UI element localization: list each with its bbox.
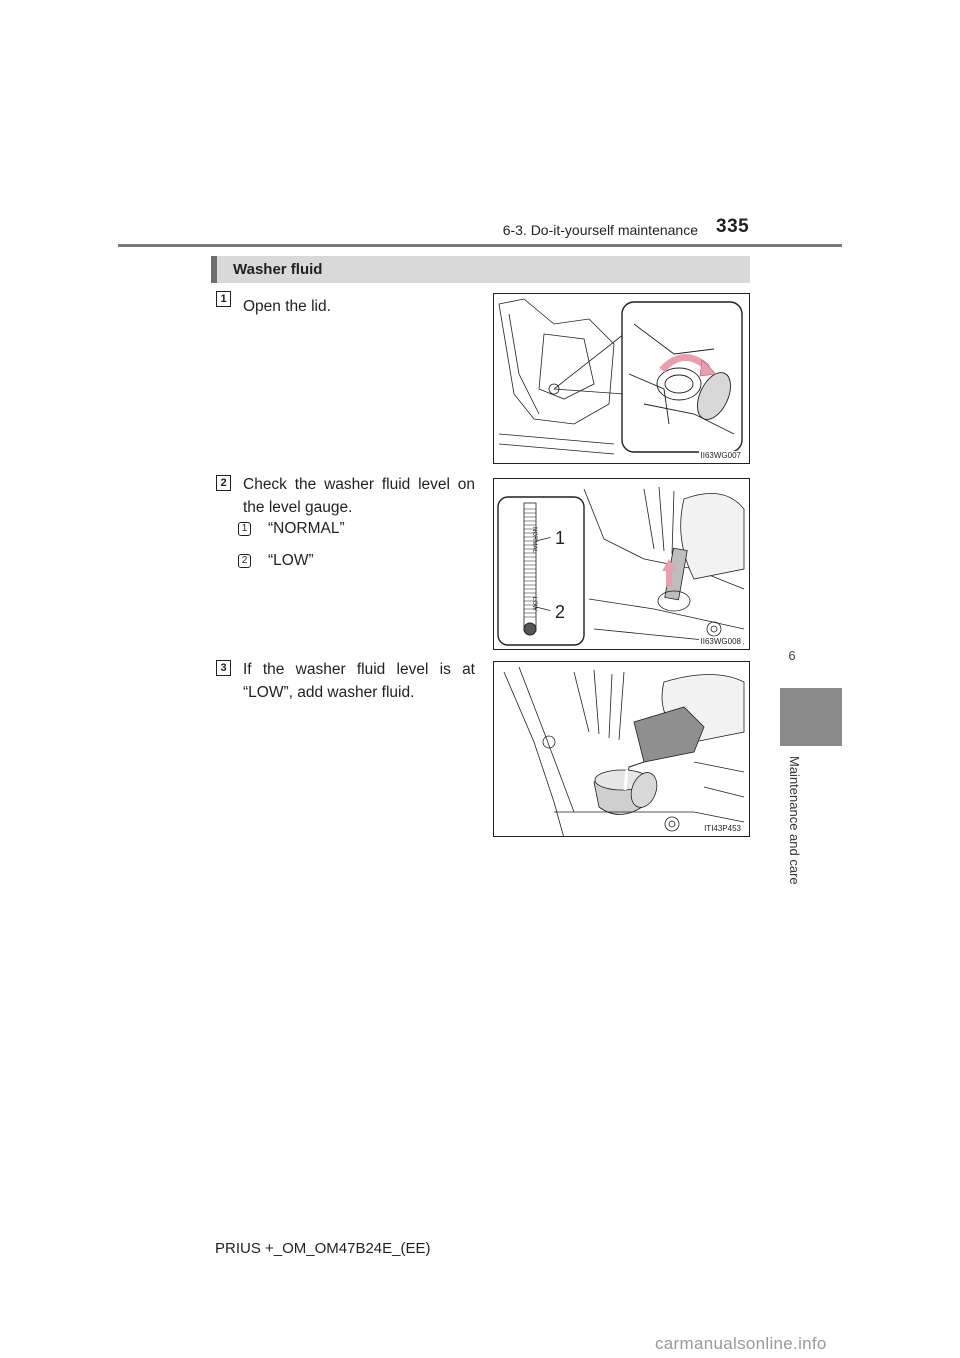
section-title-bar (211, 256, 750, 283)
section-title: Washer fluid (233, 261, 323, 278)
watermark: carmanualsonline.info (655, 1334, 827, 1353)
page-number: 335 (716, 216, 750, 237)
sub-item-normal: “NORMAL” (268, 520, 345, 537)
gauge-normal-mark: NORMAL (531, 527, 537, 553)
sub-item-2-badge: 2 (238, 554, 251, 568)
step-3-text: If the washer fluid level is at “LOW”, add washer fluid. (243, 661, 475, 701)
figure-add-fluid (493, 661, 750, 837)
figure-open-lid (493, 293, 750, 464)
callout-2: 2 (555, 602, 566, 622)
step-2-text: Check the washer fluid level on the level gauge. (243, 476, 475, 516)
callout-1: 1 (555, 528, 566, 548)
figure-code-1: II63WG007 (700, 451, 741, 460)
step-1-text: Open the lid. (243, 298, 331, 315)
chapter-tab (780, 688, 842, 746)
step-2-badge: 2 (216, 475, 231, 491)
figure-level-gauge (493, 478, 750, 650)
step-1-badge: 1 (216, 291, 231, 307)
figure-code-3: ITI43P453 (704, 824, 741, 833)
header-divider (118, 244, 842, 247)
step-3-badge: 3 (216, 660, 231, 676)
sub-item-1-badge: 1 (238, 522, 251, 536)
chapter-label: Maintenance and care (787, 756, 802, 885)
chapter-number: 6 (788, 648, 796, 663)
sub-item-low: “LOW” (268, 552, 314, 569)
figure-code-2: II63WG008 (700, 637, 741, 646)
document-footer-code: PRIUS +_OM_OM47B24E_(EE) (215, 1240, 431, 1257)
gauge-low-mark: LOW (531, 597, 537, 611)
